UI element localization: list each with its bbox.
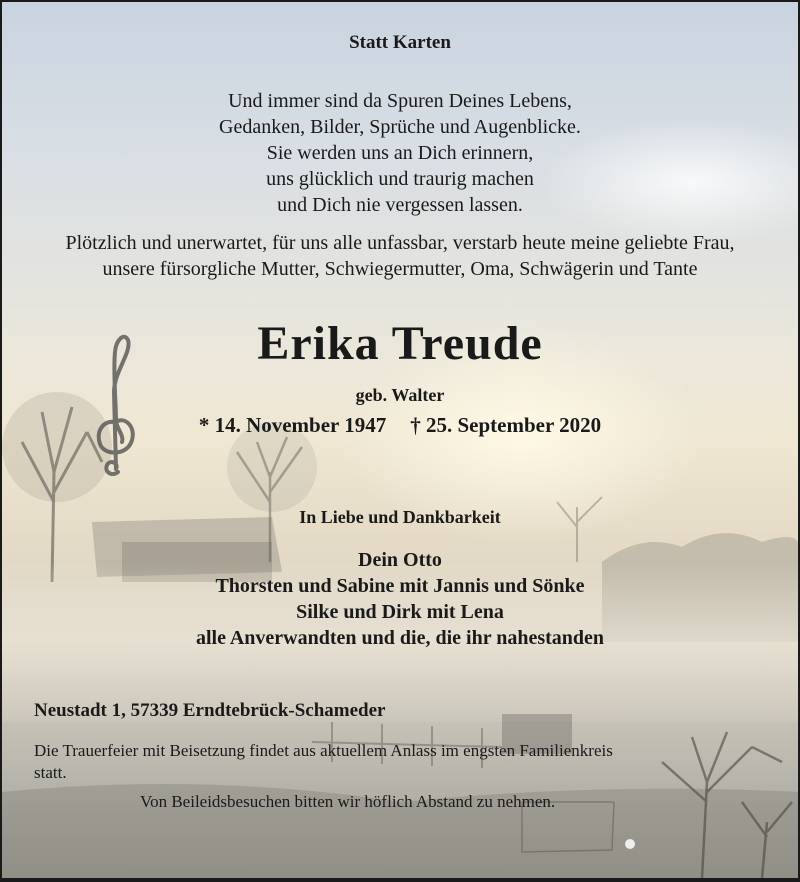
ceremony-line: Die Trauerfeier mit Beisetzung findet aus aktuellem Anlass im engsten Familienkreis	[34, 741, 613, 760]
death-date: † 25. September 2020	[410, 413, 602, 437]
thanks-line: In Liebe und Dankbarkeit	[299, 507, 501, 527]
header-statt-karten: Statt Karten	[349, 32, 451, 53]
announcement-line: unsere fürsorgliche Mutter, Schwiegermutter, Oma, Schwägerin und Tante	[102, 258, 698, 280]
announcement-text	[2, 230, 798, 282]
poem-line: Und immer sind da Spuren Deines Lebens,	[228, 90, 572, 112]
poem-line: und Dich nie vergessen lassen.	[277, 194, 523, 216]
family-line: Thorsten und Sabine mit Jannis und Sönke	[215, 575, 585, 597]
maiden-name: geb. Walter	[355, 385, 445, 405]
poem	[2, 88, 798, 218]
life-dates	[2, 413, 798, 438]
family-line: Dein Otto	[358, 549, 442, 571]
family-list	[2, 547, 798, 651]
ceremony-line: statt.	[34, 763, 67, 782]
address: Neustadt 1, 57339 Erndtebrück-Schameder	[34, 700, 386, 721]
announcement-line: Plötzlich und unerwartet, für uns alle unfassbar, verstarb heute meine geliebte Frau,	[65, 232, 735, 254]
family-line: alle Anverwandten und die, die ihr nahestanden	[195, 627, 605, 649]
obituary-notice	[2, 2, 798, 878]
poem-line: Gedanken, Bilder, Sprüche und Augenblicke.	[219, 116, 581, 138]
ceremony-info	[34, 740, 774, 784]
poem-line: Sie werden uns an Dich erinnern,	[266, 142, 534, 164]
visits-note: Von Beileidsbesuchen bitten wir höflich Abstand zu nehmen.	[140, 792, 556, 811]
birth-date: * 14. November 1947	[198, 413, 387, 437]
poem-line: uns glücklich und traurig machen	[266, 168, 534, 190]
deceased-name: Erika Treude	[257, 317, 543, 370]
family-line: Silke und Dirk mit Lena	[296, 601, 504, 623]
